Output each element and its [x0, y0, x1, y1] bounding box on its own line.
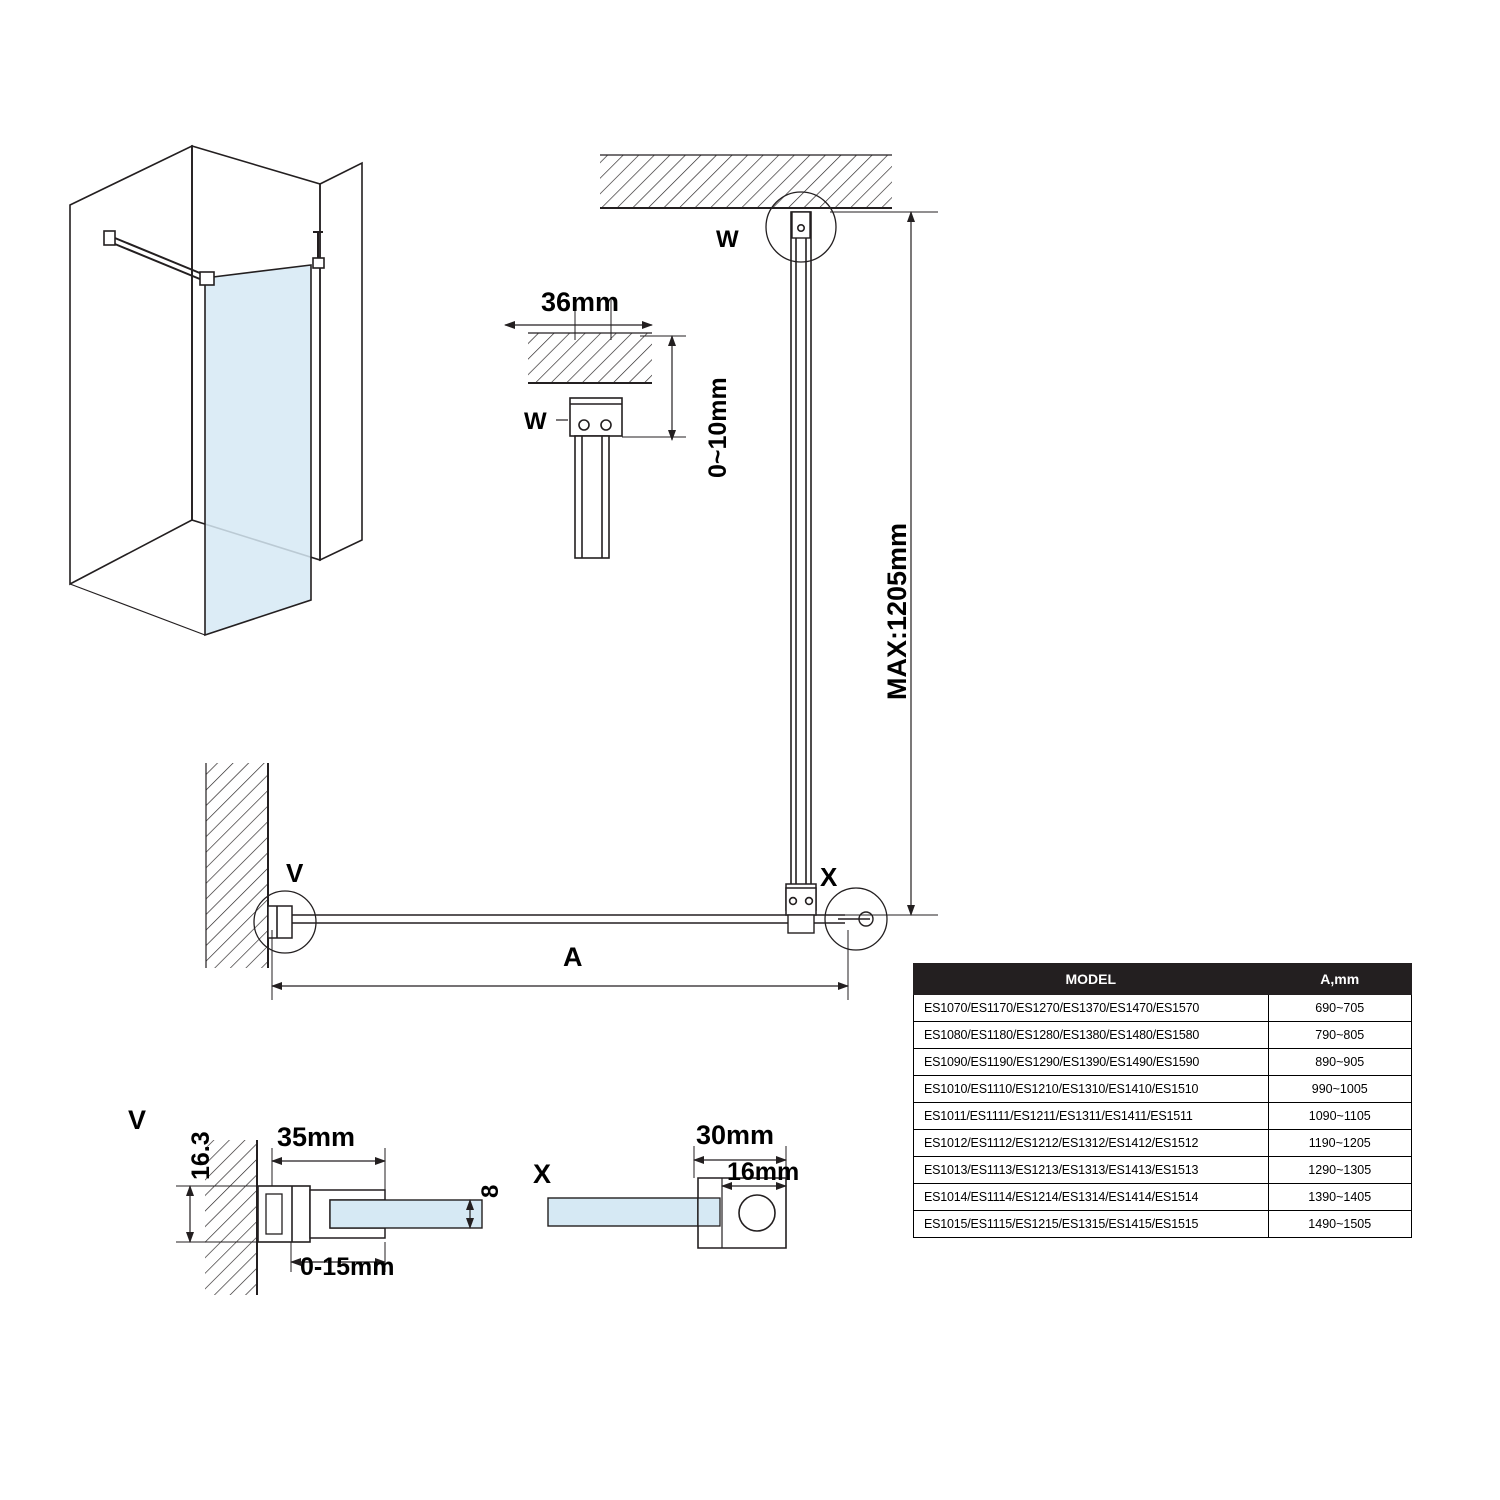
cell-model: ES1010/ES1110/ES1210/ES1310/ES1410/ES1510: [914, 1076, 1269, 1103]
cell-a-value: 790~805: [1268, 1022, 1411, 1049]
table-row: [914, 995, 1412, 1022]
dimension-35mm: 35mm: [277, 1122, 356, 1152]
callout-w-detail: W: [524, 408, 547, 435]
cell-model: ES1013/ES1113/ES1213/ES1313/ES1413/ES1513: [914, 1157, 1269, 1184]
dimension-0-15mm: 0-15mm: [300, 1253, 395, 1281]
cell-model: ES1070/ES1170/ES1270/ES1370/ES1470/ES1570: [914, 995, 1269, 1022]
table-row: [914, 1076, 1412, 1103]
cell-model: ES1090/ES1190/ES1290/ES1390/ES1490/ES1590: [914, 1049, 1269, 1076]
cell-a-value: 1490~1505: [1268, 1211, 1411, 1238]
callout-w-top: W: [716, 226, 739, 253]
cell-a-value: 1390~1405: [1268, 1184, 1411, 1211]
dimension-gap-range: 0~10mm: [704, 377, 732, 478]
table-header-row: [914, 964, 1412, 995]
cell-a-value: 1090~1105: [1268, 1103, 1411, 1130]
column-header-a: A,mm: [1268, 964, 1411, 995]
cell-model: ES1080/ES1180/ES1280/ES1380/ES1480/ES1580: [914, 1022, 1269, 1049]
callout-x-plan: X: [820, 862, 838, 892]
cell-a-value: 890~905: [1268, 1049, 1411, 1076]
dimension-max-height: MAX:1205mm: [882, 522, 912, 700]
column-header-model: MODEL: [914, 964, 1269, 995]
cell-a-value: 1190~1205: [1268, 1130, 1411, 1157]
dimension-glass-thickness: 8: [477, 1184, 504, 1198]
cell-a-value: 690~705: [1268, 995, 1411, 1022]
cell-a-value: 1290~1305: [1268, 1157, 1411, 1184]
table-row: [914, 1130, 1412, 1157]
dimension-a: A: [563, 942, 583, 972]
callout-v-plan: V: [286, 858, 304, 888]
model-spec-table: [913, 963, 1412, 1238]
isometric-view: [70, 146, 362, 635]
plan-view: [206, 763, 887, 1000]
cell-model: ES1012/ES1112/ES1212/ES1312/ES1412/ES1512: [914, 1130, 1269, 1157]
callout-v-detail: V: [128, 1105, 147, 1135]
table-row: [914, 1103, 1412, 1130]
dimension-36mm: 36mm: [541, 287, 620, 317]
table-row: [914, 1211, 1412, 1238]
table-row: [914, 1022, 1412, 1049]
dimension-30mm: 30mm: [696, 1120, 775, 1150]
callout-x-detail: X: [533, 1159, 552, 1189]
dimension-16mm: 16mm: [727, 1158, 800, 1186]
cell-model: ES1011/ES1111/ES1211/ES1311/ES1411/ES1511: [914, 1103, 1269, 1130]
cell-model: ES1014/ES1114/ES1214/ES1314/ES1414/ES1514: [914, 1184, 1269, 1211]
dimension-16-3: 16.3: [187, 1131, 215, 1180]
table-row: [914, 1049, 1412, 1076]
table-body: [914, 995, 1412, 1238]
cell-a-value: 990~1005: [1268, 1076, 1411, 1103]
cell-model: ES1015/ES1115/ES1215/ES1315/ES1415/ES1515: [914, 1211, 1269, 1238]
table-row: [914, 1184, 1412, 1211]
table-row: [914, 1157, 1412, 1184]
